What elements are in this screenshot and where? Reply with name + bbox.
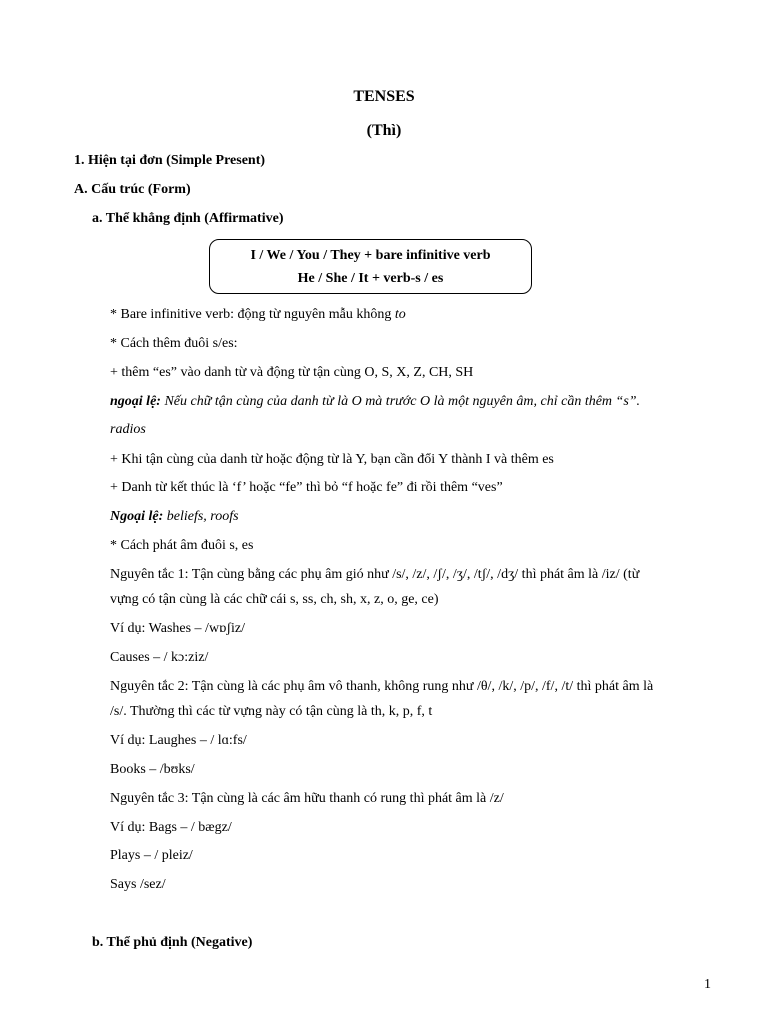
example-plays: Plays – / pleiz/ [110,848,193,863]
bare-infinitive-note [110,306,406,324]
bare-note-text: * Bare infinitive verb: động từ nguyên mẫu không [110,307,395,322]
exception-1-text: Nếu chữ tận cùng của danh từ là O mà trước O là một nguyên âm, chỉ cần thêm “s”. [160,394,641,409]
doc-subtitle: (Thì) [366,122,402,139]
example-books: Books – /bʊks/ [110,762,195,777]
rule-f: + Danh từ kết thúc là ‘f’ hoặc “fe” thì bỏ “f hoặc fe” đi rồi thêm “ves” [110,480,503,495]
formula-line-1: I / We / You / They + bare infinitive verb [250,248,491,263]
exception-1-label: ngoại lệ: [110,394,161,409]
principle-2-line-2: /s/. Thường thì các từ vựng này có tận cùng là th, k, p, f, t [110,704,433,719]
principle-1-line-2: vựng có tận cùng là các chữ cái s, ss, ch, sh, x, z, o, ge, ce) [110,592,439,607]
exception-2 [110,508,239,526]
example-says: Says /sez/ [110,877,166,892]
heading-negative: b. Thể phủ định (Negative) [92,935,253,950]
pronunciation-title: * Cách phát âm đuôi s, es [110,538,254,553]
example-causes: Causes – / kɔ:ziz/ [110,650,209,665]
rule-es: + thêm “es” vào danh từ và động từ tận cùng O, S, X, Z, CH, SH [110,365,474,380]
add-es-title: * Cách thêm đuôi s/es: [110,336,238,351]
principle-3: Nguyên tắc 3: Tận cùng là các âm hữu thanh có rung thì phát âm là /z/ [110,791,504,806]
rule-y: + Khi tận cùng của danh từ hoặc động từ là Y, bạn cần đổi Y thành I và thêm es [110,452,554,467]
heading-simple-present: 1. Hiện tại đơn (Simple Present) [74,153,266,168]
example-bags: Ví dụ: Bags – / bægz/ [110,820,232,835]
principle-2-line-1: Nguyên tắc 2: Tận cùng là các phụ âm vô thanh, không rung như /θ/, /k/, /p/, /f/, /t/ thì phát âm là [110,679,654,694]
exception-2-label: Ngoại lệ: [110,509,164,524]
principle-1-line-1: Nguyên tắc 1: Tận cùng bằng các phụ âm gió như /s/, /z/, /ʃ/, /ʒ/, /tʃ/, /dʒ/ thì phát âm là /iz/ (từ [110,567,640,582]
exception-1-example: radios [110,422,146,437]
bare-note-italic: to [394,307,406,322]
exception-1 [110,393,640,411]
page-number: 1 [704,977,711,992]
example-washes: Ví dụ: Washes – /wɒʃiz/ [110,621,246,636]
formula-line-2: He / She / It + verb-s / es [297,271,444,286]
formula-box [209,239,532,294]
example-laughes: Ví dụ: Laughes – / lɑ:fs/ [110,733,247,748]
doc-title: TENSES [353,88,415,105]
exception-2-text: beliefs, roofs [163,509,239,524]
heading-form: A. Cấu trúc (Form) [74,182,191,197]
heading-affirmative: a. Thể khẳng định (Affirmative) [92,211,284,226]
